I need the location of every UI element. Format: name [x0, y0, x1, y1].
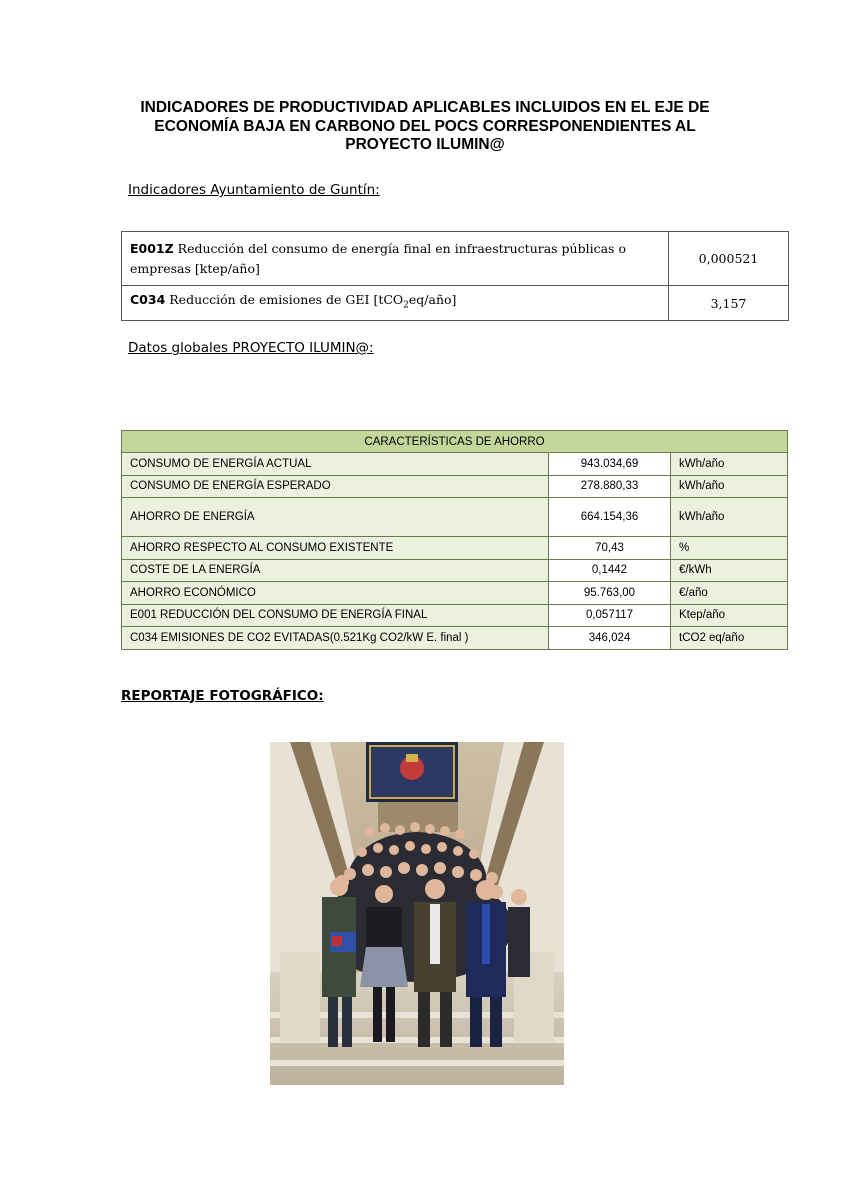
row-value: 0,057117 — [549, 604, 671, 627]
row-label: C034 EMISIONES DE CO2 EVITADAS(0.521Kg CO2/kW E. final ) — [122, 627, 549, 650]
title-line-2: ECONOMÍA BAJA EN CARBONO DEL POCS CORRESPONENDIENTES AL — [154, 117, 696, 135]
row-value: 346,024 — [549, 627, 671, 650]
savings-table — [121, 430, 788, 650]
page-title — [120, 99, 730, 155]
table-header: CARACTERÍSTICAS DE AHORRO — [122, 431, 788, 453]
indicator-code: C034 — [130, 292, 166, 308]
row-value: 95.763,00 — [549, 582, 671, 605]
section-heading-photo-report: REPORTAJE FOTOGRÁFICO: — [121, 688, 324, 704]
title-line-3: PROYECTO ILUMIN@ — [345, 136, 505, 153]
table-row — [122, 498, 788, 537]
indicators-table — [121, 231, 789, 321]
table-row — [122, 559, 788, 582]
row-value: 664.154,36 — [549, 498, 671, 537]
row-value: 278.880,33 — [549, 475, 671, 498]
row-value: 943.034,69 — [549, 453, 671, 476]
row-value: 70,43 — [549, 537, 671, 560]
table-row — [122, 604, 788, 627]
indicator-description: E001Z Reducción del consumo de energía final en infraestructuras públicas o empresas [ktep/año] — [122, 232, 669, 286]
table-row — [122, 582, 788, 605]
row-label: AHORRO RESPECTO AL CONSUMO EXISTENTE — [122, 537, 549, 560]
section-heading-indicators: Indicadores Ayuntamiento de Guntín: — [128, 182, 380, 198]
row-label: CONSUMO DE ENERGÍA ACTUAL — [122, 453, 549, 476]
title-line-1: INDICADORES DE PRODUCTIVIDAD APLICABLES INCLUIDOS EN EL EJE DE — [140, 99, 710, 116]
indicator-description: C034 Reducción de emisiones de GEI [tCO$_2$eq/año] — [122, 286, 669, 321]
table-header-row — [122, 431, 788, 453]
row-unit: kWh/año — [671, 453, 788, 476]
indicator-value: 0,000521 — [669, 232, 789, 286]
table-row — [122, 627, 788, 650]
row-unit: kWh/año — [671, 475, 788, 498]
row-unit: kWh/año — [671, 498, 788, 537]
row-label: CONSUMO DE ENERGÍA ESPERADO — [122, 475, 549, 498]
indicator-code: E001Z — [130, 240, 174, 256]
row-label: AHORRO ECONÓMICO — [122, 582, 549, 605]
row-label: AHORRO DE ENERGÍA — [122, 498, 549, 537]
table-row — [122, 537, 788, 560]
row-unit: €/kWh — [671, 559, 788, 582]
table-row — [122, 475, 788, 498]
group-photo — [270, 742, 564, 1085]
row-unit: Ktep/año — [671, 604, 788, 627]
table-row — [122, 286, 789, 321]
row-value: 0,1442 — [549, 559, 671, 582]
row-unit: €/año — [671, 582, 788, 605]
row-label: COSTE DE LA ENERGÍA — [122, 559, 549, 582]
table-row — [122, 232, 789, 286]
section-heading-global-data: Datos globales PROYECTO ILUMIN@: — [128, 340, 374, 356]
table-row — [122, 453, 788, 476]
row-unit: tCO2 eq/año — [671, 627, 788, 650]
row-label: E001 REDUCCIÓN DEL CONSUMO DE ENERGÍA FINAL — [122, 604, 549, 627]
row-unit: % — [671, 537, 788, 560]
indicator-value: 3,157 — [669, 286, 789, 321]
